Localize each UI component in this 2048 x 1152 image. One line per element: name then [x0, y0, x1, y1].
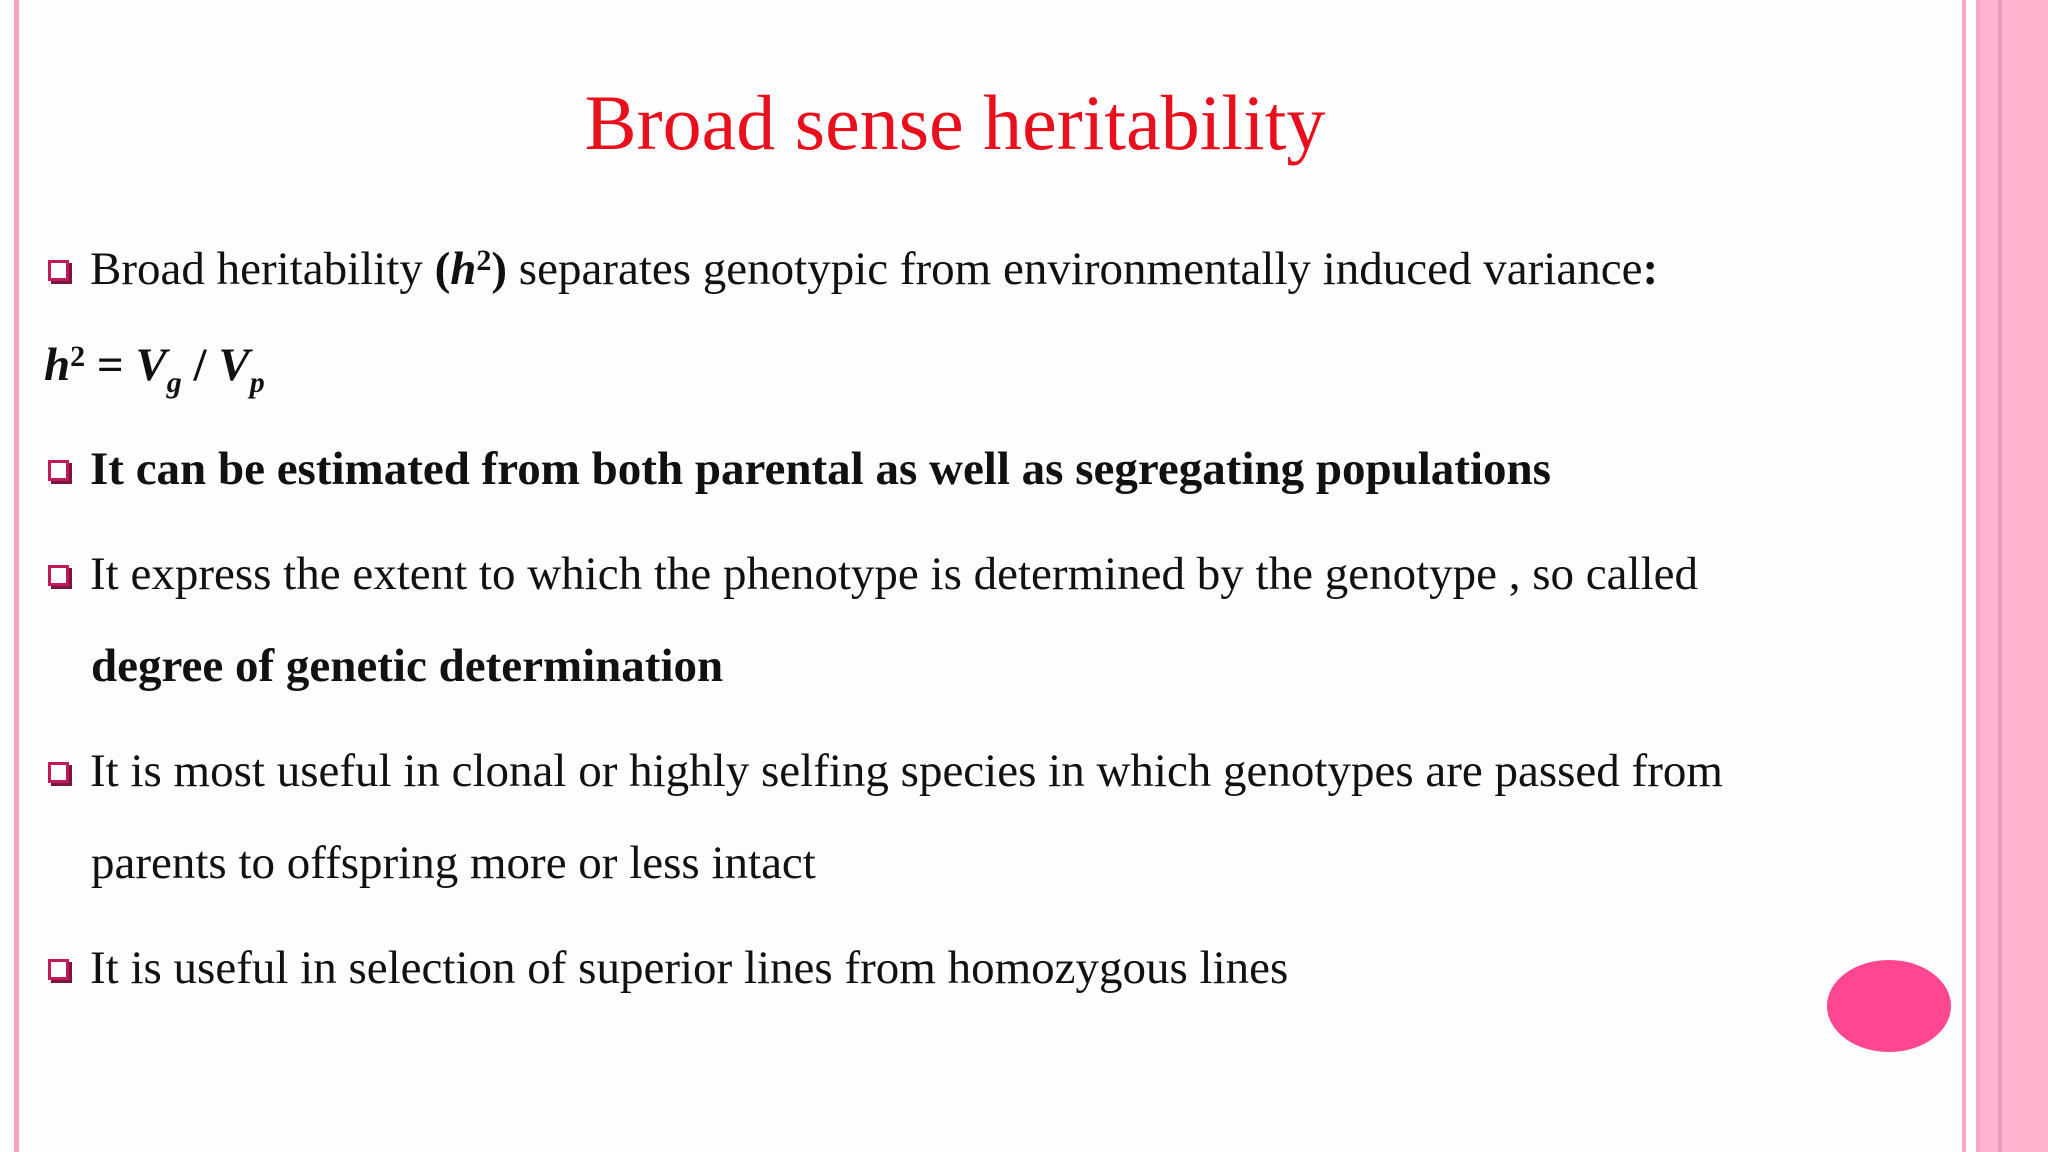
- formula-vp: V: [218, 339, 250, 391]
- bullet-continuation: parents to offspring more or less intact: [91, 837, 816, 889]
- slide-title: Broad sense heritability: [584, 79, 1326, 166]
- heritability-formula: [44, 340, 265, 399]
- right-border-band: [2002, 0, 2048, 1152]
- square-bullet-icon: [48, 959, 69, 980]
- formula-vp-subscript: p: [249, 366, 265, 399]
- open-paren: (: [434, 243, 451, 295]
- formula-slash: /: [181, 339, 219, 391]
- bullet-text: Broad heritability: [90, 243, 435, 295]
- formula-h: h: [44, 339, 71, 391]
- close-paren: ): [491, 243, 508, 295]
- square-bullet-icon: [48, 762, 69, 783]
- square-bullet-icon: [48, 460, 69, 481]
- square-bullet-icon: [48, 565, 69, 586]
- bullet-text: It is useful in selection of superior lines from homozygous lines: [90, 942, 1289, 994]
- right-border-stripe: [1962, 0, 1966, 1152]
- bullet-item-extent: [48, 549, 1698, 601]
- left-border-rule: [14, 0, 19, 1152]
- colon: :: [1642, 243, 1659, 295]
- formula-h-exponent: 2: [70, 340, 86, 373]
- h-symbol: h: [450, 243, 477, 295]
- formula-vg-subscript: g: [166, 366, 182, 399]
- bullet-item-usefulness: [48, 746, 1723, 798]
- h-exponent: 2: [476, 244, 492, 277]
- formula-equals: =: [85, 339, 136, 391]
- bullet-continuation: degree of genetic determination: [91, 640, 724, 692]
- bullet-text: It can be estimated from both parental as well as segregating populations: [90, 443, 1551, 495]
- formula-vg: V: [135, 339, 167, 391]
- right-border-band: [1980, 0, 1998, 1152]
- pink-oval-icon: [1827, 960, 1951, 1052]
- square-bullet-icon: [48, 260, 69, 281]
- bullet-item-selection: [48, 943, 1288, 995]
- bullet-text: separates genotypic from environmentally induced variance: [507, 243, 1643, 295]
- bullet-text: It is most useful in clonal or highly selfing species in which genotypes are passed from: [90, 745, 1723, 797]
- bullet-item-estimation: [48, 444, 1551, 496]
- bullet-text: It express the extent to which the phenotype is determined by the genotype , so called: [90, 548, 1698, 600]
- bullet-item-definition: [48, 244, 1658, 296]
